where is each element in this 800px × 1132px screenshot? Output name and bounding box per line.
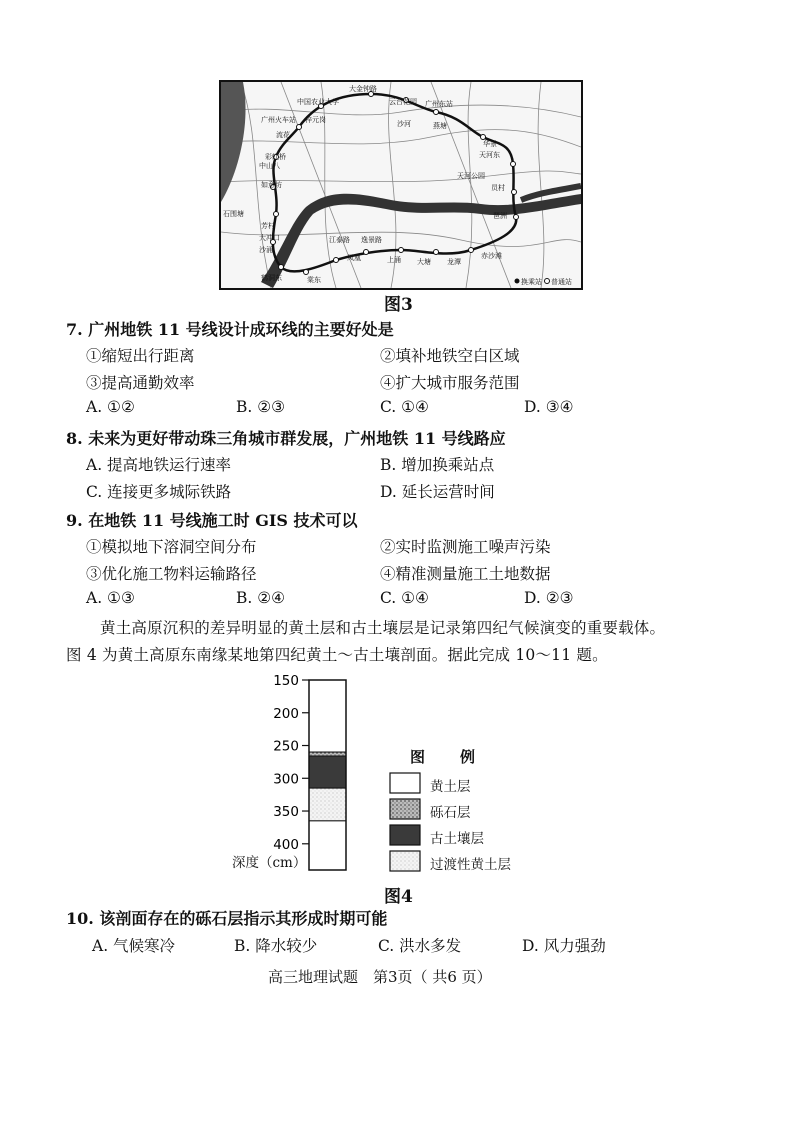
svg-text:中山八: 中山八 <box>259 162 280 170</box>
svg-text:沙涌: 沙涌 <box>259 246 273 254</box>
q7-option-b: B. ②③ <box>236 398 286 416</box>
legend-label-gravel: 砾石层 <box>430 805 471 821</box>
svg-text:琶洲: 琶洲 <box>493 212 507 220</box>
legend-swatch-transitional <box>390 851 420 871</box>
layer-gravel-1 <box>309 752 346 756</box>
map-legend <box>515 277 573 286</box>
q9-statement-2: ②实时监测施工噪声污染 <box>380 538 551 556</box>
tick-label-150: 150 <box>273 673 299 689</box>
q8-option-b: B. 增加换乘站点 <box>380 456 495 474</box>
svg-text:换乘站: 换乘站 <box>521 278 542 286</box>
q7-statement-2: ②填补地铁空白区域 <box>380 347 520 365</box>
svg-text:中国农业大学: 中国农业大学 <box>297 98 339 106</box>
svg-text:沙河: 沙河 <box>397 120 411 128</box>
svg-text:燕塘: 燕塘 <box>433 122 447 130</box>
q7-option-a: A. ①② <box>86 398 135 416</box>
svg-text:江泰路: 江泰路 <box>329 236 350 244</box>
figure-4-caption: 图4 <box>384 887 413 907</box>
svg-text:员村: 员村 <box>491 184 505 192</box>
svg-text:大塘: 大塘 <box>417 258 431 266</box>
layer-loess-4 <box>309 821 346 870</box>
question-10-stem: 10. 该剖面存在的砾石层指示其形成时期可能 <box>66 909 388 928</box>
q10-option-c: C. 洪水多发 <box>378 937 462 955</box>
svg-text:龙潭: 龙潭 <box>447 258 461 266</box>
layer-loess-0 <box>309 680 346 752</box>
q7-option-c: C. ①④ <box>380 398 429 416</box>
svg-text:芳村: 芳村 <box>261 222 275 230</box>
layer-transitional-3 <box>309 788 346 821</box>
svg-text:鹤洞东: 鹤洞东 <box>261 274 282 282</box>
svg-text:石围塘: 石围塘 <box>223 210 244 218</box>
tick-label-300: 300 <box>273 771 299 788</box>
q10-option-a: A. 气候寒冷 <box>92 937 176 955</box>
legend-label-paleosol: 古土壤层 <box>430 831 484 847</box>
svg-text:流花: 流花 <box>276 131 290 139</box>
column-ticks <box>273 673 309 853</box>
q9-statement-4: ④精准测量施工土地数据 <box>380 565 551 583</box>
figure-3-caption: 图3 <box>384 295 413 315</box>
q9-option-a: A. ①③ <box>86 589 135 607</box>
metro-map-drawing <box>221 82 581 288</box>
legend-title: 图 例 <box>410 748 486 766</box>
dark-area <box>221 82 246 202</box>
svg-text:广州东站: 广州东站 <box>425 100 453 108</box>
q7-statement-3: ③提高通勤效率 <box>86 374 195 392</box>
intro-line-2: 图 4 为黄土高原东南缘某地第四纪黄土～古土壤剖面。据此完成 10～11 题。 <box>66 646 608 664</box>
q9-statement-1: ①模拟地下溶洞空间分布 <box>86 538 257 556</box>
question-7-stem: 7. 广州地铁 11 号线设计成环线的主要好处是 <box>66 320 394 339</box>
q10-option-b: B. 降水较少 <box>234 937 318 955</box>
legend-swatch-paleosol <box>390 825 420 845</box>
intro-line-1: 黄土高原沉积的差异明显的黄土层和古土壤层是记录第四纪气候演变的重要载体。 <box>100 619 666 637</box>
svg-text:棠东: 棠东 <box>307 276 321 284</box>
svg-text:彩虹桥: 彩虹桥 <box>265 153 286 161</box>
q9-option-d: D. ②③ <box>524 589 574 607</box>
svg-text:大冲口: 大冲口 <box>259 234 280 242</box>
column-layers <box>309 680 346 870</box>
q7-option-d: D. ③④ <box>524 398 574 416</box>
q10-option-d: D. 风力强劲 <box>522 937 606 955</box>
svg-text:普通站: 普通站 <box>551 278 572 286</box>
depth-axis-label: 深度（cm） <box>232 855 307 871</box>
q7-statement-1: ①缩短出行距离 <box>86 347 195 365</box>
svg-text:天河东: 天河东 <box>479 151 500 159</box>
svg-text:凤凰: 凤凰 <box>347 254 361 262</box>
q9-statement-3: ③优化施工物料运输路径 <box>86 565 257 583</box>
legend-label-loess: 黄土层 <box>430 779 471 795</box>
legend-swatch-loess <box>390 773 420 793</box>
legend-swatches <box>390 773 420 871</box>
page-footer: 高三地理试题 第3页（ 共6 页） <box>268 968 492 986</box>
svg-text:华景: 华景 <box>483 140 497 148</box>
svg-text:天河公园: 天河公园 <box>457 172 485 180</box>
tick-label-250: 250 <box>273 738 299 755</box>
svg-text:上涌: 上涌 <box>387 256 401 264</box>
svg-text:赤沙滩: 赤沙滩 <box>481 252 502 260</box>
q9-option-c: C. ①④ <box>380 589 429 607</box>
q8-option-c: C. 连接更多城际铁路 <box>86 483 232 501</box>
question-8-stem: 8. 未来为更好带动珠三角城市群发展，广州地铁 11 号线路应 <box>66 429 506 448</box>
svg-text:大金钟路: 大金钟路 <box>349 85 377 93</box>
svg-text:逸景路: 逸景路 <box>361 236 382 244</box>
q8-option-a: A. 提高地铁运行速率 <box>86 456 232 474</box>
tick-label-350: 350 <box>273 804 299 821</box>
q7-statement-4: ④扩大城市服务范围 <box>380 374 520 392</box>
svg-text:梓元岗: 梓元岗 <box>305 116 326 124</box>
tick-label-200: 200 <box>273 705 299 722</box>
svg-text:如意坊: 如意坊 <box>261 181 282 189</box>
river <box>261 194 581 288</box>
column-outline <box>309 680 346 870</box>
legend-swatch-gravel <box>390 799 420 819</box>
q8-option-d: D. 延长运营时间 <box>380 483 495 501</box>
svg-text:云台花园: 云台花园 <box>389 98 417 106</box>
q9-option-b: B. ②④ <box>236 589 286 607</box>
legend-label-transitional: 过渡性黄土层 <box>430 857 511 873</box>
layer-paleosol-2 <box>309 756 346 788</box>
svg-text:广州火车站: 广州火车站 <box>261 116 296 124</box>
tick-label-400: 400 <box>273 836 299 853</box>
metro-map <box>219 80 583 290</box>
question-9-stem: 9. 在地铁 11 号线施工时 GIS 技术可以 <box>66 511 358 530</box>
